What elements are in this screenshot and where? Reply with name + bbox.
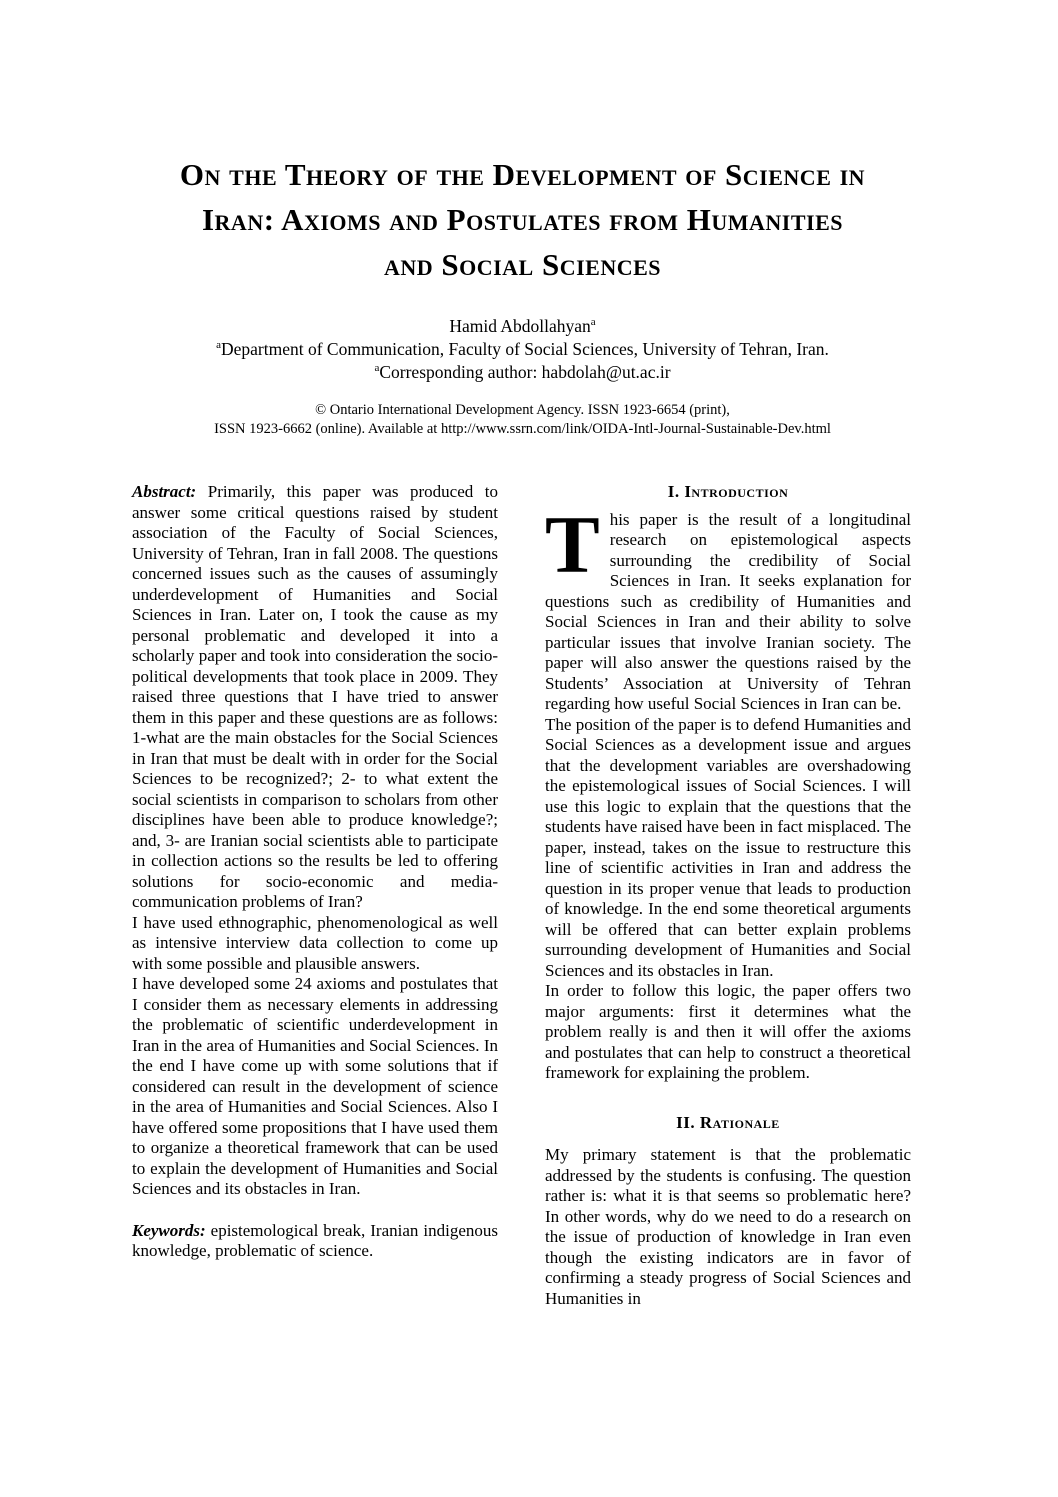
paper-title-line-2: Iran: Axioms and Postulates from Humanities <box>201 202 843 237</box>
abstract-paragraph-2: I have used ethnographic, phenomenological as well as intensive interview data collection to come up with some possible and plausible answers. <box>132 912 498 973</box>
keywords-paragraph <box>132 1221 498 1262</box>
corresponding-mark: a <box>374 362 380 375</box>
introduction-paragraph-2: The position of the paper is to defend Humanities and Social Sciences as a development issue and argues that the development variables are overshadowing the epistemological issues of Social Sciences. I will use this logic to explain that the questions that the students have raised have been in fact misplaced. The paper, instead, takes on the issue to restructure this line of scientific activities in Iran and address the question in its proper venue that leads to production of knowledge. In the end some theoretical arguments will be offered that can better explain problems surrounding development of Humanities and Social Sciences and its obstacles in Iran. <box>545 714 911 980</box>
author-name: Hamid Abdollahyan <box>449 316 591 336</box>
introduction-paragraph-3: In order to follow this logic, the paper offers two major arguments: first it determines what the problem really is and then it will offer the axioms and postulates that can help to construct a theoretical framework for explaining the problem. <box>545 981 911 1082</box>
author-block <box>132 315 913 384</box>
abstract-label: Abstract: <box>132 482 197 501</box>
affiliation-mark: a <box>216 339 221 352</box>
paper-title-line-1: On the Theory of the Development of Science in <box>179 157 866 192</box>
corresponding-text: Corresponding author: habdolah@ut.ac.ir <box>379 362 671 382</box>
keywords-label: Keywords: <box>132 1220 206 1240</box>
abstract-text: Primarily, this paper was produced to answer some critical questions raised by student association of the Faculty of Social Sciences, University of Tehran, Iran in fall 2008. The questions concerned issues such as the causes of assumingly underdevelopment of Humanities and Social Sciences in Iran. Later on, I took the cause as my personal problematic and developed it into a scholarly paper and took into consideration the socio-political developments that took place in 2009. They raised three questions that I have tried to answer them in this paper and these questions are as follows: 1-what are the main obstacles for the Social Sciences in Iran that must be dealt with in order for the Social Sciences to be recognized?; 2- to what extent the social scientists in comparison to scholars from other disciplines have been able to produce knowledge?; and, 3- are Iranian social scientists able to participate in collection actions so the results be led to offering solutions for socio-economic and media-communication problems of Iran? <box>132 482 498 911</box>
imprint-line-1: © Ontario International Development Agency. ISSN 1923-6654 (print), <box>315 402 730 418</box>
corresponding-author-line <box>132 361 913 384</box>
imprint-line-2: ISSN 1923-6662 (online). Available at http://www.ssrn.com/link/OIDA-Intl-Journal-Sustainable-Dev.html <box>214 421 831 437</box>
abstract-paragraph-3: I have developed some 24 axioms and postulates that I consider them as necessary elements in addressing the problematic of scientific underdevelopment in Iran in the area of Humanities and Social Sciences. In the end I have come up with some solutions that if considered can result in the development of science in the area of Humanities and Social Sciences. Also I have offered some propositions that I have used them to organize a theoretical framework that can be used to explain the development of Humanities and Social Sciences and its obstacles in Iran. <box>132 974 498 1198</box>
keywords-text: epistemological break, Iranian indigenous knowledge, problematic of science. <box>132 1220 498 1260</box>
affiliation-text: Department of Communication, Faculty of Social Sciences, University of Tehran, Iran. <box>221 339 829 359</box>
abstract-paragraph <box>132 482 498 913</box>
introduction-paragraph-1-text: his paper is the result of a longitudinal research on epistemological aspects surrounding the credibility of Social Sciences in Iran. It seeks explanation for questions such as credibility of Humanities and Social Sciences in Iran and their ability to solve particular issues that involve Iranian society. The paper will also answer the questions raised by the Students’ Association at University of Tehran regarding how useful Social Sciences in Iran can be. <box>545 509 911 713</box>
paper-title <box>132 152 913 287</box>
dropcap-letter: T <box>545 498 600 590</box>
section-heading-rationale: II. Rationale <box>676 1112 780 1132</box>
author-name-line <box>132 315 913 338</box>
paper-title-line-3: and Social Sciences <box>383 247 662 282</box>
affiliation-line <box>132 338 913 361</box>
rationale-paragraph-1: My primary statement is that the problematic addressed by the students is confusing. The question rather is: what it is that seems so problematic here? In other words, why do we need to do a research on the issue of production of knowledge in Iran even though the existing indicators are in favor of confirming a steady progress of Social Sciences and Humanities in <box>545 1145 911 1308</box>
introduction-paragraph-1 <box>545 498 911 715</box>
section-heading-introduction: I. Introduction <box>667 482 789 501</box>
left-column <box>132 482 498 1309</box>
author-affiliation-mark: a <box>590 316 596 329</box>
two-column-body <box>132 482 913 1309</box>
right-column <box>545 482 911 1309</box>
journal-imprint <box>132 401 913 439</box>
